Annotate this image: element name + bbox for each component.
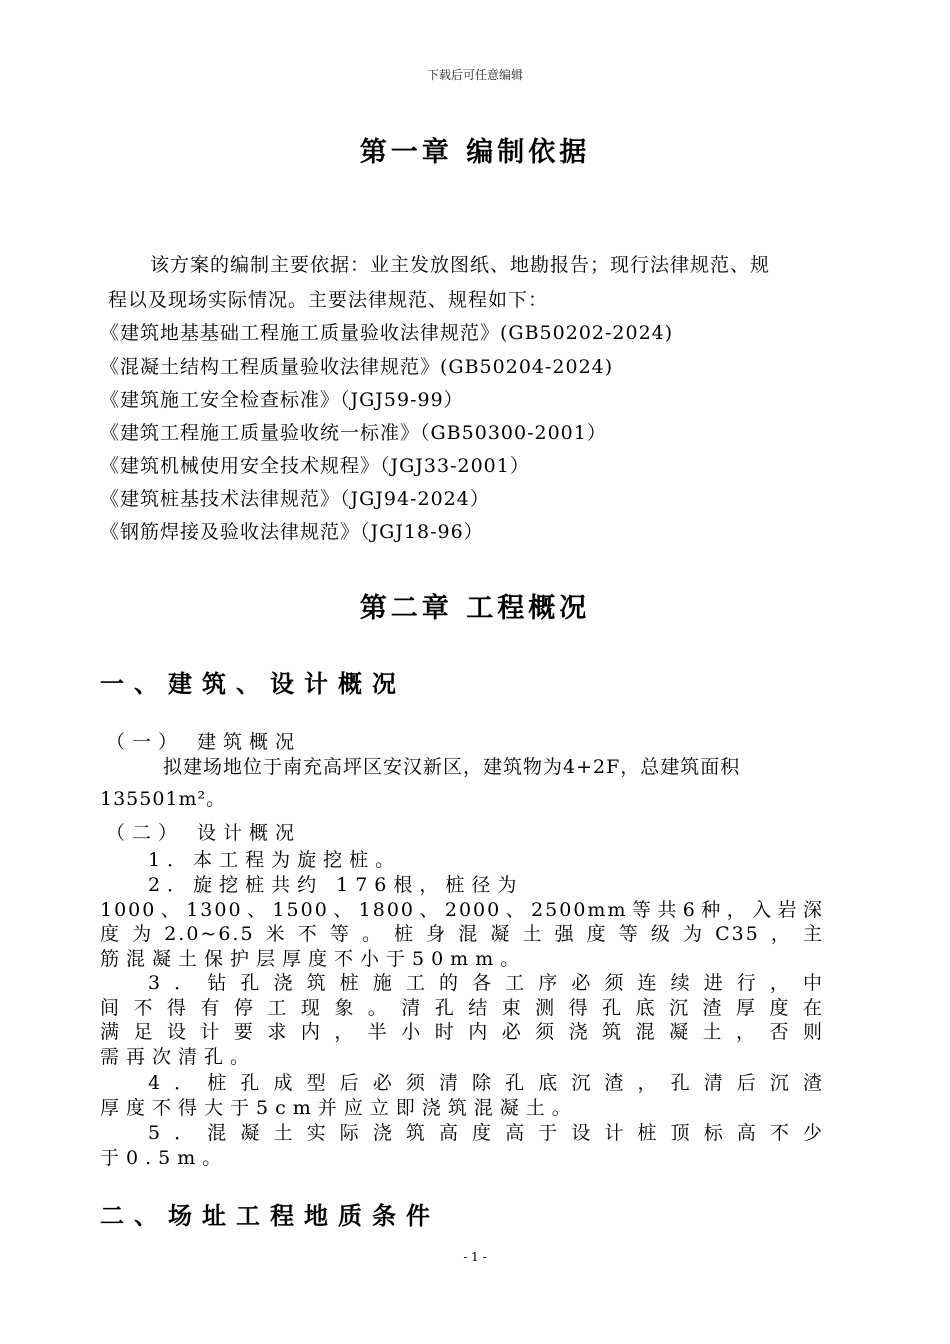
design-item: 3．钻孔浇筑桩施工的各工序必须连续进行，中 xyxy=(148,972,824,994)
design-item: 1000、1300、1500、1800、2000、2500mm等共6种，入岩深 xyxy=(100,899,824,921)
design-item: 满足设计要求内，半小时内必须浇筑混凝土，否则 xyxy=(100,1021,824,1043)
subsection2-label: （二） 设计概况 xyxy=(106,822,302,844)
page-number: - 1 - xyxy=(463,1250,487,1264)
reference-item: 《混凝土结构工程质量验收法律规范》(GB50204-2024) xyxy=(100,356,614,378)
design-item: 4．桩孔成型后必须清除孔底沉渣，孔清后沉渣 xyxy=(148,1072,824,1094)
building-overview-line-2: 135501m²。 xyxy=(100,788,227,810)
design-item: 筋混凝土保护层厚度不小于50mm。 xyxy=(100,948,527,970)
reference-item: 《建筑桩基技术法律规范》（JGJ94-2024） xyxy=(100,488,490,510)
building-overview-line-1: 拟建场地位于南充高坪区安汉新区，建筑物为4+2F，总建筑面积 xyxy=(163,756,741,778)
design-item: 2．旋挖桩共约 176根，桩径为 xyxy=(148,874,524,896)
design-item: 5．混凝土实际浇筑高度高于设计桩顶标高不少 xyxy=(148,1122,824,1144)
reference-item: 《建筑地基基础工程施工质量验收法律规范》(GB50202-2024) xyxy=(100,322,674,344)
design-item: 于0.5m。 xyxy=(100,1147,229,1169)
design-item: 厚度不得大于5cm并应立即浇筑混凝土。 xyxy=(100,1097,578,1119)
reference-item: 《钢筋焊接及验收法律规范》（JGJ18-96） xyxy=(100,521,484,543)
design-item: 间不得有停工现象。清孔结束测得孔底沉渣厚度在 xyxy=(100,997,824,1019)
intro-line-2: 程以及现场实际情况。主要法律规范、规程如下： xyxy=(108,289,549,311)
chapter2-title: 第二章 工程概况 xyxy=(359,593,591,624)
chapter1-title: 第一章 编制依据 xyxy=(359,137,591,168)
intro-line-1: 该方案的编制主要依据：业主发放图纸、地勘报告；现行法律规范、规 xyxy=(150,254,771,276)
page-header: 下载后可任意编辑 xyxy=(426,68,523,82)
section2-heading: 二、场址工程地质条件 xyxy=(100,1201,440,1230)
design-item: 需再次清孔。 xyxy=(100,1046,257,1068)
reference-item: 《建筑施工安全检查标准》（JGJ59-99） xyxy=(100,389,464,411)
reference-item: 《建筑工程施工质量验收统一标准》（GB50300-2001） xyxy=(100,422,607,444)
reference-item: 《建筑机械使用安全技术规程》（JGJ33-2001） xyxy=(100,455,530,477)
subsection1-label: （一） 建筑概况 xyxy=(106,731,302,753)
section1-heading: 一、建筑、设计概况 xyxy=(100,669,406,698)
design-item: 1．本工程为旋挖桩。 xyxy=(148,849,402,871)
design-item: 度为2.0~6.5米不等。桩身混凝土强度等级为C35，主 xyxy=(100,923,824,945)
